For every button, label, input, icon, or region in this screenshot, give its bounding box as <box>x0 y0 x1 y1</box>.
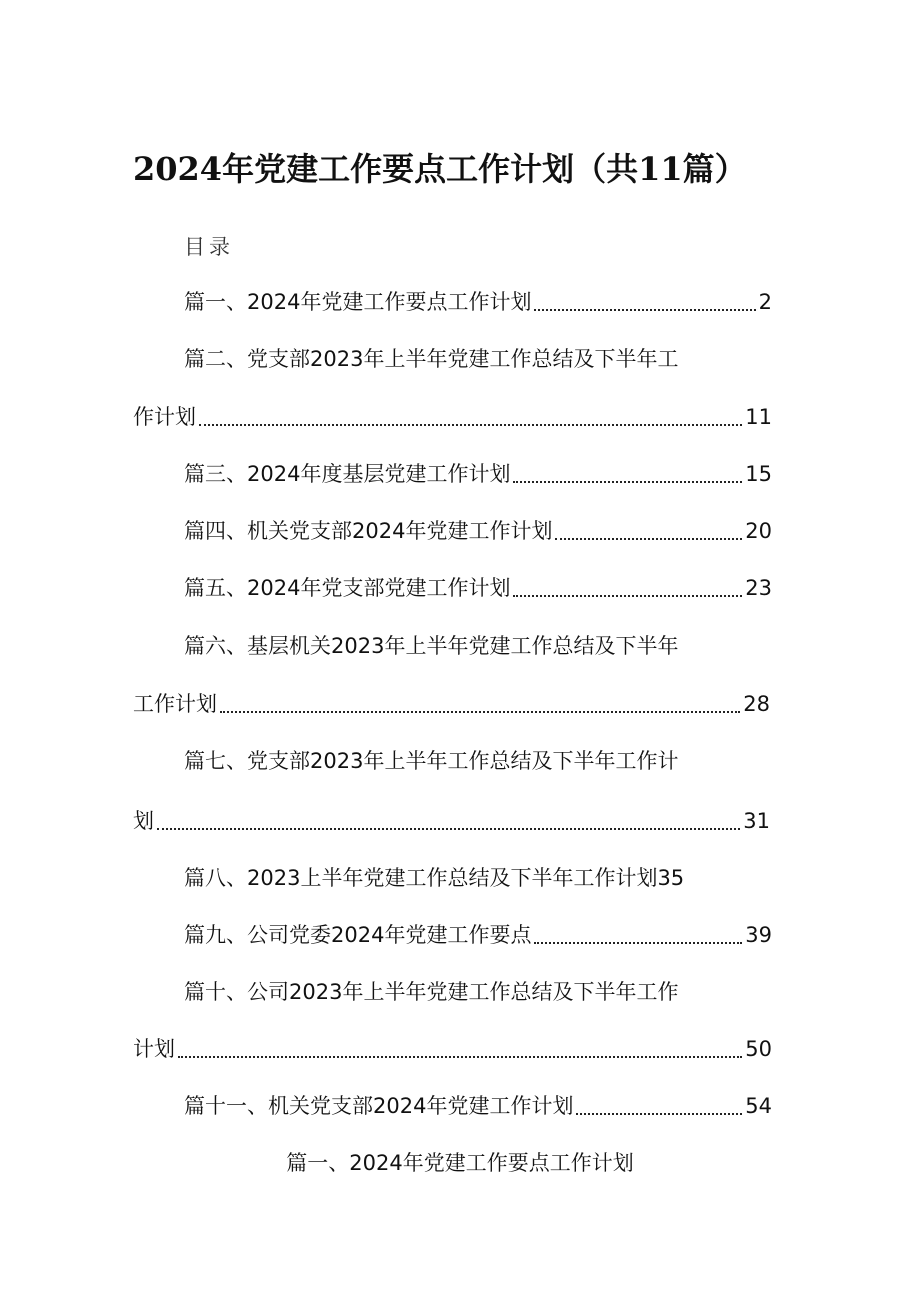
toc-page-number: 11 <box>745 405 772 429</box>
toc-entry-continuation[interactable] <box>133 687 770 721</box>
toc-leader-dots <box>555 536 742 540</box>
toc-entry[interactable] <box>184 918 772 952</box>
toc-entry[interactable] <box>184 744 772 778</box>
document-title: 2024年党建工作要点工作计划（共11篇） <box>133 150 747 188</box>
toc-page-number: 2 <box>758 290 772 314</box>
toc-leader-dots <box>220 709 740 713</box>
toc-entry[interactable] <box>184 975 772 1009</box>
toc-entry-text: 篇六、基层机关2023年上半年党建工作总结及下半年 <box>184 634 679 658</box>
toc-page-number: 50 <box>745 1037 772 1061</box>
toc-entry-text: 工作计划 <box>133 692 217 716</box>
toc-leader-dots <box>534 940 742 944</box>
toc-entry[interactable] <box>184 629 772 663</box>
toc-leader-dots <box>178 1054 742 1058</box>
toc-page-number: 39 <box>745 923 772 947</box>
toc-entry-text: 篇一、2024年党建工作要点工作计划 <box>184 290 532 314</box>
toc-entry-continuation[interactable] <box>133 1032 772 1066</box>
toc-leader-dots <box>513 593 742 597</box>
toc-entry[interactable] <box>184 1089 772 1123</box>
toc-entry-text: 篇八、2023上半年党建工作总结及下半年工作计划35 <box>184 866 685 890</box>
toc-entry-text: 划 <box>133 809 154 833</box>
toc-entry-text: 计划 <box>133 1037 175 1061</box>
toc-entry-text: 篇五、2024年党支部党建工作计划 <box>184 576 511 600</box>
toc-leader-dots <box>513 479 742 483</box>
toc-entry-text: 篇九、公司党委2024年党建工作要点 <box>184 923 532 947</box>
toc-entry[interactable] <box>184 457 772 491</box>
toc-entry-text: 篇二、党支部2023年上半年党建工作总结及下半年工 <box>184 347 679 371</box>
toc-entry[interactable] <box>184 514 772 548</box>
toc-entry[interactable] <box>184 861 772 895</box>
toc-entry-text: 篇三、2024年度基层党建工作计划 <box>184 462 511 486</box>
toc-page-number: 20 <box>745 519 772 543</box>
toc-entry[interactable] <box>184 342 772 376</box>
toc-leader-dots <box>576 1111 742 1115</box>
toc-entry-text: 篇十、公司2023年上半年党建工作总结及下半年工作 <box>184 980 679 1004</box>
toc-entry-text: 篇七、党支部2023年上半年工作总结及下半年工作计 <box>184 749 679 773</box>
toc-page-number: 31 <box>743 809 770 833</box>
toc-page-number: 54 <box>745 1094 772 1118</box>
toc-leader-dots <box>199 422 742 426</box>
toc-entry-text: 篇十一、机关党支部2024年党建工作计划 <box>184 1094 574 1118</box>
toc-page-number: 15 <box>745 462 772 486</box>
section-title: 篇一、2024年党建工作要点工作计划 <box>286 1151 634 1175</box>
toc-entry-text: 篇四、机关党支部2024年党建工作计划 <box>184 519 553 543</box>
toc-page-number: 28 <box>743 692 770 716</box>
toc-leader-dots <box>534 307 755 311</box>
toc-entry[interactable] <box>184 285 772 319</box>
toc-entry-continuation[interactable] <box>133 804 770 838</box>
toc-page-number: 23 <box>745 576 772 600</box>
toc-entry-continuation[interactable] <box>133 400 772 434</box>
toc-entry[interactable] <box>184 571 772 605</box>
toc-leader-dots <box>157 826 740 830</box>
toc-entry-text: 作计划 <box>133 405 196 429</box>
toc-heading: 目录 <box>184 235 234 259</box>
